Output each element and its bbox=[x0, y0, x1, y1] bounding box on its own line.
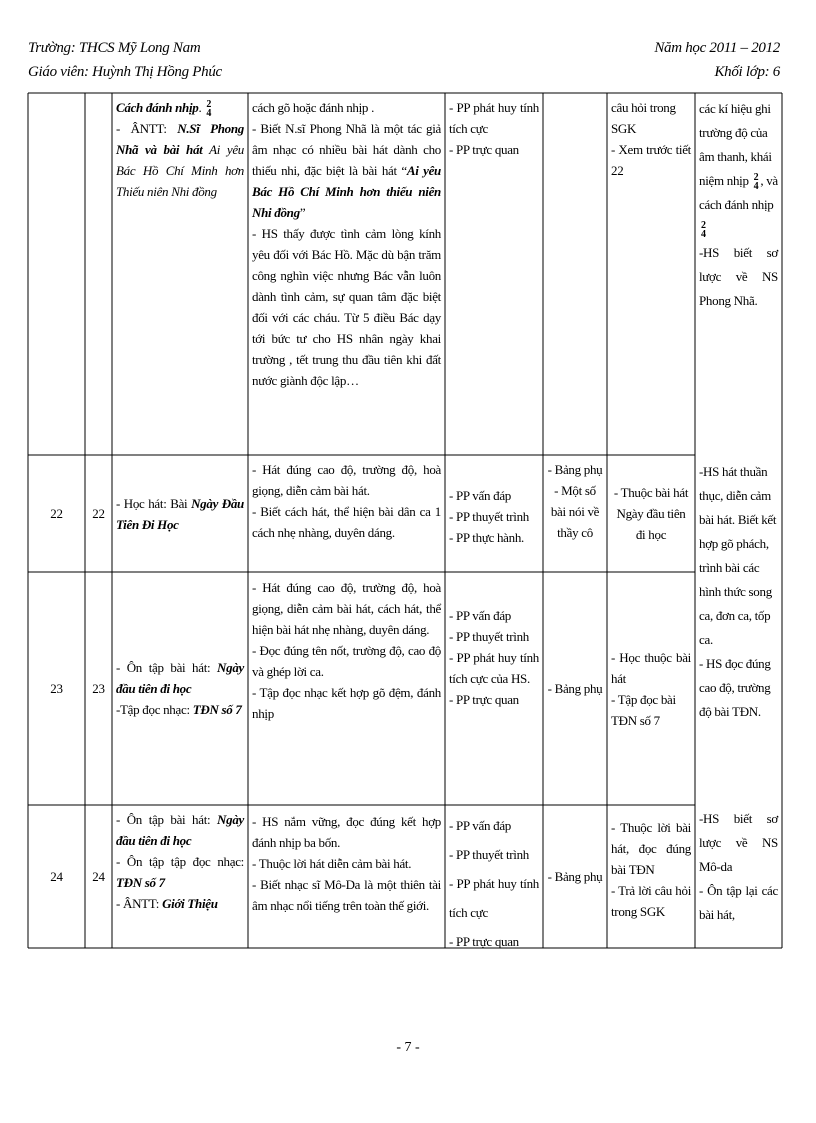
row1-homework-cell bbox=[607, 95, 695, 183]
objective-text: - Tập đọc nhạc kết hợp gõ đệm, đánh nhịp bbox=[252, 685, 441, 721]
method-item: - PP vấn đáp bbox=[449, 608, 511, 623]
row24-methods-cell bbox=[445, 809, 543, 958]
method-item: - PP phát huy tính tích cực bbox=[449, 100, 539, 136]
song-title: Ngày đầu tiên đi học bbox=[116, 812, 244, 848]
row24-content-cell: - Ôn tập bài hát: Ngày đầu tiên đi học - Ôn tập tập đọc nhạc: TĐN số 7 - ÂNTT: Giới Thiệu bbox=[116, 812, 244, 911]
requirement-text: -HS hát thuần thục, diễn cảm bài hát. Biết kết hợp gõ phách, trình bài các hình thức song ca, đơn ca, tốp ca. bbox=[699, 464, 777, 647]
homework-item: - Xem trước tiết 22 bbox=[611, 142, 691, 178]
teacher-name: Giáo viên: Huỳnh Thị Hồng Phúc bbox=[28, 64, 222, 80]
requirement-text: các kí hiệu ghi trường độ của âm thanh, khái niệm nhịp bbox=[699, 101, 772, 188]
row1-methods-cell bbox=[445, 95, 543, 162]
homework-item: - Thuộc lời bài hát, đọc đúng bài TĐN bbox=[611, 820, 691, 877]
objective-text: - HS nắm vững, đọc đúng kết hợp đánh nhịp ba bốn. bbox=[252, 814, 441, 850]
requirement-text: , và cách đánh nhịp bbox=[699, 173, 778, 212]
row22-homework-cell bbox=[607, 455, 695, 572]
school-year: Năm học 2011 – 2012 bbox=[654, 40, 780, 56]
method-item: - PP thuyết trình bbox=[449, 847, 530, 862]
objective-text: - Biết N.sĩ Phong Nhã là một tác giả âm nhạc có nhiều bài hát dành cho thiếu nhi, đặc biệt là bài hát “ bbox=[252, 121, 441, 178]
objective-text: - Biết nhạc sĩ Mô-Da là một thiên tài âm nhạc nổi tiếng trên toàn thế giới. bbox=[252, 877, 441, 913]
requirements-bottom-cell bbox=[695, 805, 782, 929]
antt-song: Ai yêu Bác Hồ Chí Minh hơn Thiếu niên Nhi đồng bbox=[116, 142, 244, 200]
objective-text: - Đọc đúng tên nốt, trường độ, cao độ và ghép lời ca. bbox=[252, 643, 441, 679]
row1-objectives-cell bbox=[248, 95, 445, 453]
row22-objectives-cell bbox=[248, 457, 445, 545]
song-title: Ngày đầu tiên đi học bbox=[116, 660, 244, 696]
method-item: - PP thực hành. bbox=[449, 529, 525, 545]
requirements-top-cell bbox=[695, 95, 782, 315]
page-number: - 7 - bbox=[396, 1040, 420, 1055]
row24-objectives-cell bbox=[248, 809, 445, 918]
method-item: - PP trực quan bbox=[449, 934, 519, 949]
method-item: - PP phát huy tính tích cực của HS. bbox=[449, 650, 539, 686]
lesson-number-cell: 23 bbox=[92, 681, 105, 696]
time-signature-icon: 2 4 bbox=[753, 172, 759, 193]
school-name: Trường: THCS Mỹ Long Nam bbox=[28, 40, 201, 56]
row23-equipment-cell bbox=[543, 572, 607, 805]
antt-topic: N.Sĩ Phong Nhã và bài hát bbox=[116, 121, 244, 158]
method-item: - PP trực quan bbox=[449, 692, 519, 707]
week-cell: 24 bbox=[50, 869, 63, 884]
lesson-title-text: Cách đánh nhịp bbox=[116, 100, 199, 115]
equipment-item: - Bảng phụ bbox=[547, 869, 603, 884]
antt-topic: Giới Thiệu bbox=[162, 896, 218, 911]
lesson-number-cell: 22 bbox=[92, 506, 105, 521]
method-item: - PP vấn đáp bbox=[449, 818, 511, 833]
row22-methods-cell bbox=[445, 468, 543, 564]
requirements-mid-cell bbox=[695, 458, 782, 726]
song-title: Ngày Đầu Tiên Đi Học bbox=[116, 495, 244, 532]
method-item: - PP thuyết trình bbox=[449, 508, 530, 524]
objective-text: - Hát đúng cao độ, trường độ, hoà giọng, diễn cảm bài hát. bbox=[252, 462, 441, 498]
homework-item: - Tập đọc bài TĐN số 7 bbox=[611, 691, 676, 728]
homework-item: câu hỏi trong SGK bbox=[611, 100, 676, 136]
row22-equipment-cell bbox=[543, 457, 607, 545]
row23-content-cell: - Ôn tập bài hát: Ngày đầu tiên đi học -Tập đọc nhạc: TĐN số 7 bbox=[116, 660, 244, 717]
requirement-text: -HS biết sơ lược về NS Phong Nhã. bbox=[699, 245, 778, 308]
row23-homework-cell bbox=[607, 572, 695, 805]
objective-text: cách gõ hoặc đánh nhịp . bbox=[252, 100, 375, 115]
requirement-text: - Ôn tập lại các bài hát, bbox=[699, 883, 778, 922]
time-signature-icon: 2 4 bbox=[701, 220, 706, 241]
homework-item: - Học thuộc bài hát bbox=[611, 649, 691, 686]
homework-item: - Thuộc bài hát Ngày đầu tiên đi học bbox=[613, 485, 689, 542]
objective-text: - Hát đúng cao độ, trường độ, hoà giọng, diễn cảm bài hát, cách hát, thể hiện bài hát nhẹ nhàng, duyên dáng. bbox=[252, 580, 441, 637]
row23-methods-cell bbox=[445, 603, 543, 712]
row23-objectives-cell bbox=[248, 575, 445, 726]
song-title: Ai yêu Bác Hồ Chí Minh hơn thiếu niên Nhi đồng bbox=[252, 163, 441, 220]
objective-text: - Thuộc lời hát diễn cảm bài hát. bbox=[252, 856, 412, 871]
requirement-text: - HS đọc đúng cao độ, trường độ bài TĐN. bbox=[699, 656, 771, 719]
objective-text: - HS thấy được tình cảm lòng kính yêu đối với Bác Hồ. Mặc dù bận trăm công nghìn việc nhưng Bác vẫn luôn dành tình cảm, sự quan tâm đặc biệt đối với các cháu. Từ 5 điều Bác dạy tới bức tư cho HS nhân ngày khai trường , tết trung thu đầu tiên khi đất nước giành độc lập… bbox=[252, 226, 441, 388]
homework-item: - Trả lời câu hỏi trong SGK bbox=[611, 883, 691, 919]
punct: . bbox=[198, 100, 202, 115]
row24-homework-cell bbox=[607, 815, 695, 924]
quote-mark: ” bbox=[299, 205, 306, 220]
time-signature-icon: 2 4 bbox=[206, 99, 212, 120]
requirement-text: -HS biết sơ lược về NS Mô-da bbox=[699, 811, 778, 874]
row1-content-cell bbox=[112, 95, 248, 453]
row24-equipment-cell bbox=[543, 805, 607, 948]
tdn-title: TĐN số 7 bbox=[116, 875, 165, 890]
equipment-item: - Bảng phụ bbox=[547, 681, 603, 696]
method-item: - PP trực quan bbox=[449, 142, 519, 157]
tdn-title: TĐN số 7 bbox=[192, 702, 242, 717]
row22-content-cell: - Học hát: Bài Ngày Đầu Tiên Đi Học bbox=[116, 495, 244, 532]
grade-level: Khối lớp: 6 bbox=[714, 64, 780, 80]
method-item: - PP thuyết trình bbox=[449, 629, 530, 644]
method-item: - PP vấn đáp bbox=[449, 487, 511, 503]
week-cell: 23 bbox=[50, 681, 63, 696]
objective-text: - Biết cách hát, thể hiện bài dân ca 1 cách nhẹ nhàng, duyên dáng. bbox=[252, 504, 441, 540]
week-cell: 22 bbox=[50, 506, 63, 521]
antt-prefix: - ÂNTT: bbox=[116, 121, 178, 137]
lesson-number-cell: 24 bbox=[92, 869, 105, 884]
method-item: - PP phát huy tính tích cực bbox=[449, 876, 539, 920]
equipment-item: - Một số bài nói về thầy cô bbox=[550, 483, 600, 540]
equipment-item: - Bảng phụ bbox=[547, 462, 603, 477]
